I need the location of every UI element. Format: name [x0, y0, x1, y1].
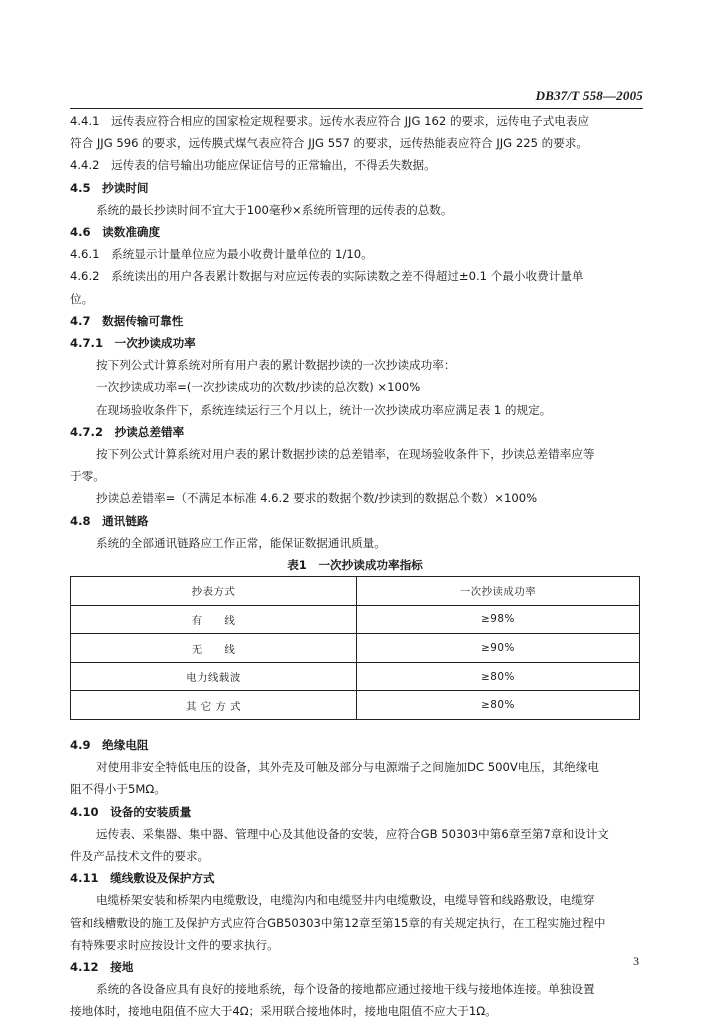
section-4-8-heading: 4.8 通讯链路 [70, 513, 149, 528]
section-4-6-heading: 4.6 读数准确度 [70, 225, 161, 240]
header-rule [70, 108, 643, 109]
table-cell-rate: ≥98% [357, 605, 640, 634]
table-cell-rate: ≥80% [357, 662, 640, 691]
clause-4-7-2-heading: 4.7.2 抄读总差错率 [70, 424, 185, 439]
table-1-caption: 表1 一次抄读成功率指标 [287, 558, 423, 573]
clause-4-7-1-text2: 在现场验收条件下，系统连续运行三个月以上，统计一次抄读成功率应满足表 1 的规定。 [96, 402, 552, 417]
clause-4-4-1-line2: 符合 JJG 596 的要求，远传膜式煤气表应符合 JJG 557 的要求，远传热能表应符合 JJG 225 的要求。 [70, 136, 589, 151]
section-4-11-heading: 4.11 缆线敷设及保护方式 [70, 871, 215, 886]
table-header-row [71, 577, 640, 606]
section-4-10-heading: 4.10 设备的安装质量 [70, 804, 192, 819]
table-row [71, 691, 640, 720]
section-4-11-text3: 有特殊要求时应按设计文件的要求执行。 [70, 937, 279, 952]
table-row [71, 662, 640, 691]
clause-4-6-2-line2: 位。 [70, 291, 94, 306]
section-4-9-text1: 对使用非安全特低电压的设备，其外壳及可触及部分与电源端子之间施加DC 500V电压，其绝缘电 [96, 760, 599, 775]
clause-4-7-1-heading: 4.7.1 一次抄读成功率 [70, 336, 196, 351]
section-4-12-heading: 4.12 接地 [70, 960, 134, 975]
document-body [70, 110, 640, 1023]
table-cell-method: 电力线载波 [71, 662, 357, 691]
clause-4-7-2-formula: 抄读总差错率=（不满足本标准 4.6.2 要求的数据个数/抄读到的数据总个数）×100% [96, 491, 538, 506]
table-cell-method: 无 线 [71, 634, 357, 663]
page-number: 3 [633, 954, 639, 968]
table-cell-rate: ≥80% [357, 691, 640, 720]
section-4-10-text1: 远传表、采集器、集中器、管理中心及其他设备的安装，应符合GB 50303中第6章至第7章和设计文 [96, 826, 609, 841]
table-cell-method: 其 它 方 式 [71, 691, 357, 720]
table-1 [70, 576, 640, 720]
section-4-9-heading: 4.9 绝缘电阻 [70, 738, 149, 753]
clause-4-4-2: 4.4.2 远传表的信号输出功能应保证信号的正常输出，不得丢失数据。 [70, 158, 436, 173]
table-cell-method: 有 线 [71, 605, 357, 634]
table-header-cell: 抄表方式 [71, 577, 357, 606]
section-4-5-text: 系统的最长抄读时间不宜大于100毫秒×系统所管理的远传表的总数。 [96, 202, 453, 217]
section-4-10-text2: 件及产品技术文件的要求。 [70, 849, 210, 864]
document-code: DB37/T 558—2005 [535, 88, 643, 103]
section-4-12-text2: 接地体时，接地电阻值不应大于4Ω；采用联合接地体时，接地电阻值不应大于1Ω。 [70, 1004, 497, 1019]
section-4-5-heading: 4.5 抄读时间 [70, 180, 149, 195]
table-row [71, 605, 640, 634]
clause-4-7-1-text1: 按下列公式计算系统对所有用户表的累计数据抄读的一次抄读成功率： [96, 358, 456, 373]
section-4-8-text: 系统的全部通讯链路应工作正常，能保证数据通讯质量。 [96, 535, 386, 550]
section-4-11-text1: 电缆桥架安装和桥架内电缆敷设，电缆沟内和电缆竖井内电缆敷设，电缆导管和线路敷设，电缆穿 [96, 893, 595, 908]
clause-4-7-2-text2: 于零。 [70, 469, 105, 484]
clause-4-4-1-line1: 4.4.1 远传表应符合相应的国家检定规程要求。远传水表应符合 JJG 162 的要求，远传电子式电表应 [70, 114, 590, 128]
section-4-12-text1: 系统的各设备应具有良好的接地系统，每个设备的接地都应通过接地干线与接地体连接。单独设置 [96, 982, 595, 997]
table-cell-rate: ≥90% [357, 634, 640, 663]
section-4-11-text2: 管和线槽敷设的施工及保护方式应符合GB50303中第12章至第15章的有关规定执行，在工程实施过程中 [70, 915, 606, 930]
section-4-9-text2: 阻不得小于5MΩ。 [70, 782, 166, 797]
table-header-cell: 一次抄读成功率 [357, 577, 640, 606]
clause-4-6-2-line1: 4.6.2 系统读出的用户各表累计数据与对应远传表的实际读数之差不得超过±0.1 个最小收费计量单 [70, 269, 584, 284]
clause-4-6-1: 4.6.1 系统显示计量单位应为最小收费计量单位的 1/10。 [70, 247, 373, 262]
table-row [71, 634, 640, 663]
clause-4-7-2-text1: 按下列公式计算系统对用户表的累计数据抄读的总差错率，在现场验收条件下，抄读总差错率应等 [96, 447, 595, 462]
clause-4-7-1-formula: 一次抄读成功率=(一次抄读成功的次数/抄读的总次数) ×100% [96, 380, 421, 395]
section-4-7-heading: 4.7 数据传输可靠性 [70, 313, 184, 328]
